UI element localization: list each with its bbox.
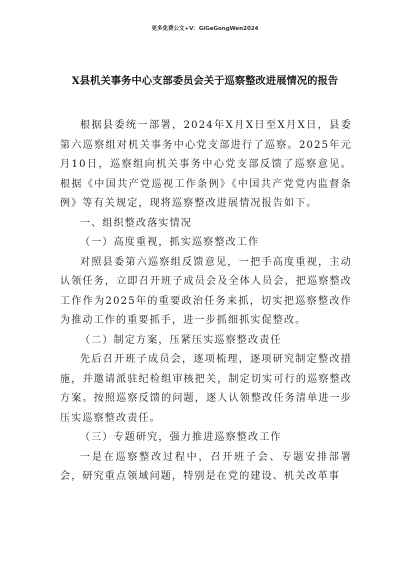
body-paragraph: 先后召开班子成员会，逐项梳理，逐项研究制定整改措施，并邀请派驻纪检组审核把关，制定切实可行的巡察整改方案。按照巡察反馈的问题，逐人认领整改任务清单进一步压实巡察整改责任。 (60, 354, 352, 424)
body-paragraph: 一是在巡察整改过程中，召开班子会、专题安排部署会，研究重点领域问题，特别是在党的建设、机关改革事 (60, 451, 352, 482)
body-paragraph: 对照县委第六巡察组反馈意见，一把手高度重视，主动认领任务，立即召开班子成员会及全体人员会，把巡察整改工作作为2025年的重要政治任务来抓，切实把巡察整改作为推动工作的重要抓手，进一步抓细抓实促整改。 (60, 256, 352, 326)
intro-paragraph: 根据县委统一部署，2024年X月X日至X月X日，县委第六巡察组对机关事务中心党支部进行了巡察。2025年元月10日，巡察组向机关事务中心党支部反馈了巡察意见。根据《中国共产党巡视工作条例》《中国共产党党内监督条例》等有关规定，现将巡察整改进展情况报告如下。 (60, 120, 352, 209)
section-heading: 一、组织整改落实情况 (80, 217, 192, 229)
document-title: X县机关事务中心支部委员会关于巡察整改进展情况的报告 (71, 75, 339, 87)
subsection-heading: （二）制定方案，压紧压实巡察整改责任 (80, 334, 282, 346)
header-note: 更多免费公文+V：GiGeGongWen2024 (151, 26, 259, 32)
subsection-heading: （一）高度重视，抓实巡察整改工作 (80, 237, 260, 248)
document-body (60, 116, 352, 487)
subsection-heading: （三）专题研究，强力推进巡察整改工作 (80, 432, 282, 443)
